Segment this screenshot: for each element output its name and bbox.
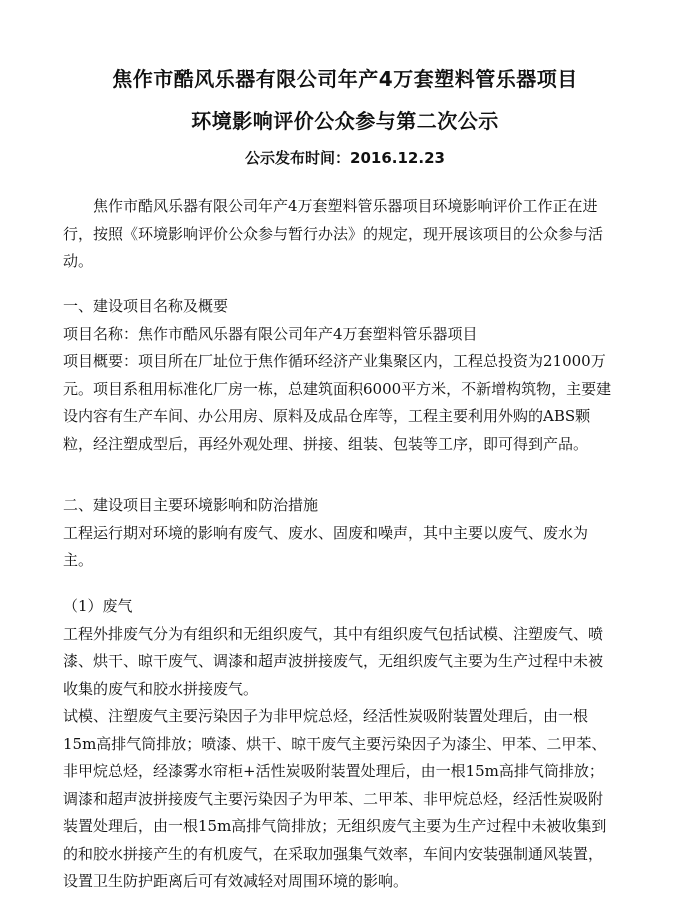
section-2-intro: 工程运行期对环境的影响有废气、废水、固废和噪声，其中主要以废气、废水为主。	[63, 523, 589, 569]
publish-date: 公示发布时间：2016.12.23	[245, 149, 445, 167]
subsection-exhaust	[63, 593, 613, 896]
title-line-2: 环境影响评价公众参与第二次公示	[191, 109, 499, 133]
intro-paragraph	[63, 193, 613, 276]
project-overview: 项目概要：项目所在厂址位于焦作循环经济产业集聚区内，工程总投资为21000万元。项目系租用标准化厂房一栋，总建筑面积6000平方米，不新增构筑物，主要建设内容有生产车间、办公用房、原料及成品仓库等，工程主要利用外购的ABS颗粒，经注塑成型后，再经外观处理、拼接、组装、包装等工序，即可得到产品。	[63, 352, 612, 453]
title-line-1: 焦作市酷风乐器有限公司年产4万套塑料管乐器项目	[112, 67, 578, 91]
section-2-heading: 二、建设项目主要环境影响和防治措施	[63, 496, 319, 514]
section-1	[63, 293, 613, 458]
section-2	[63, 492, 613, 575]
intro-text: 焦作市酷风乐器有限公司年产4万套塑料管乐器项目环境影响评价工作正在进行，按照《环境影响评价公众参与暂行办法》的规定，现开展该项目的公众参与活动。	[63, 197, 604, 270]
exhaust-paragraph-2: 试模、注塑废气主要污染因子为非甲烷总烃，经活性炭吸附装置处理后，由一根15m高排气筒排放；喷漆、烘干、晾干废气主要污染因子为漆尘、甲苯、二甲苯、非甲烷总烃，经漆雾水帘柜+活性炭吸附装置处理后，由一根15m高排气筒排放；调漆和超声波拼接废气主要污染因子为甲苯、二甲苯、非甲烷总烃，经活性炭吸附装置处理后，由一根15m高排气筒排放；无组织废气主要为生产过程中未被收集到的和胶水拼接产生的有机废气，在采取加强集气效率，车间内安装强制通风装置，设置卫生防护距离后可有效减轻对周围环境的影响。	[63, 707, 607, 890]
exhaust-paragraph-1: 工程外排废气分为有组织和无组织废气，其中有组织废气包括试模、注塑废气、喷漆、烘干、晾干废气、调漆和超声波拼接废气，无组织废气主要为生产过程中未被收集的废气和胶水拼接废气。	[63, 624, 604, 698]
project-name-line: 项目名称：焦作市酷风乐器有限公司年产4万套塑料管乐器项目	[63, 324, 478, 343]
subsection-exhaust-heading: （1）废气	[63, 597, 133, 615]
section-1-heading: 一、建设项目名称及概要	[63, 297, 229, 315]
